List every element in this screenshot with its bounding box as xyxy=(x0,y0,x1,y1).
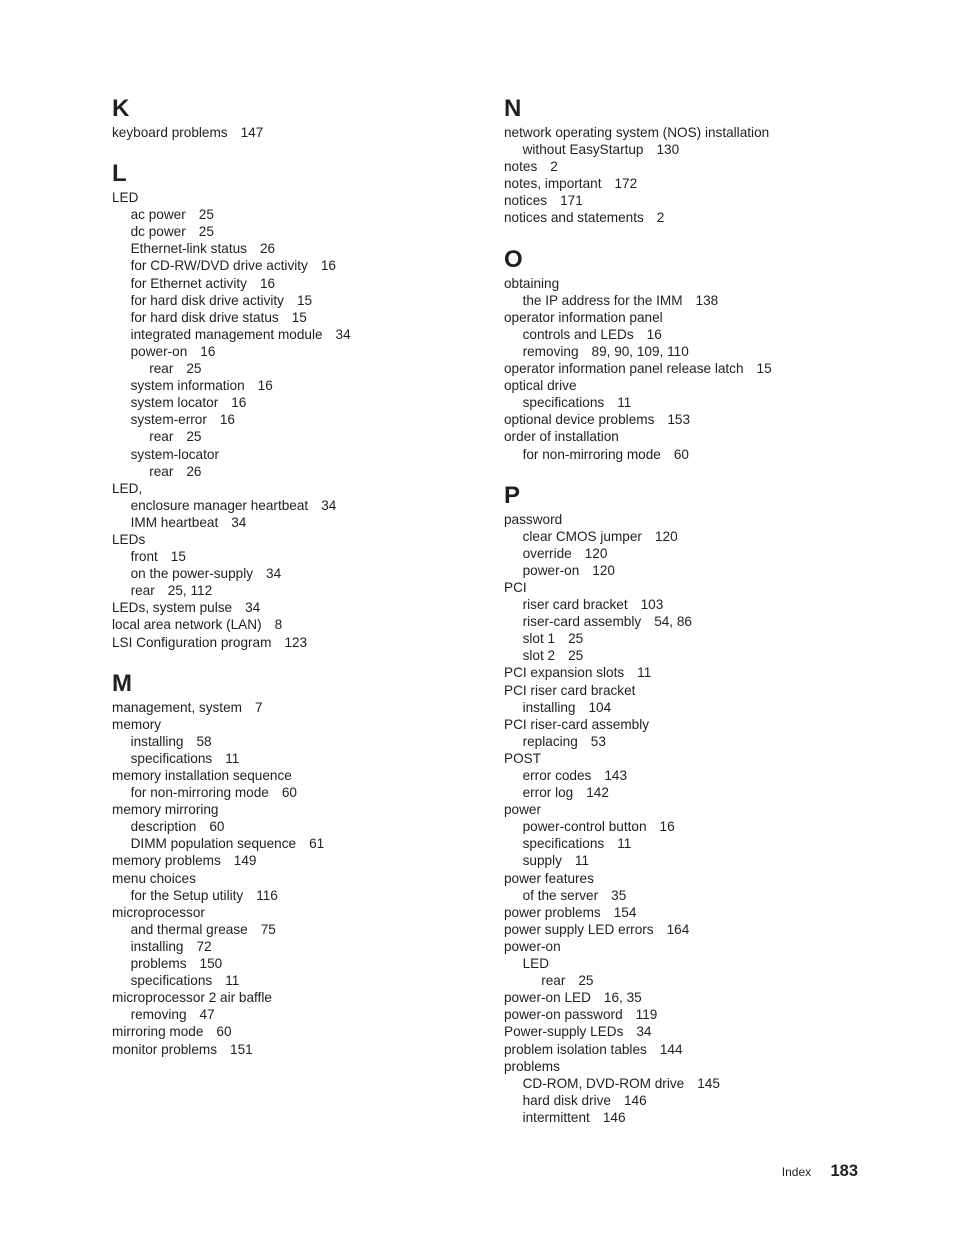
entry-term: rear xyxy=(149,361,174,377)
section-letter: O xyxy=(504,245,523,273)
index-entry xyxy=(504,818,834,835)
index-entry xyxy=(112,938,472,955)
index-entry xyxy=(504,158,834,175)
entry-page-ref[interactable]: 16 xyxy=(659,819,675,835)
entry-term: PCI riser card bracket xyxy=(504,682,636,698)
index-entry xyxy=(112,394,472,411)
entry-page-ref[interactable]: 47 xyxy=(199,1007,215,1023)
entry-term: replacing xyxy=(522,733,578,749)
entry-term: monitor problems xyxy=(112,1041,218,1057)
entry-term: slot 2 xyxy=(522,648,556,664)
entry-term: LSI Configuration program xyxy=(112,634,272,650)
entry-page-ref[interactable]: 60 xyxy=(209,819,225,835)
entry-term: power-on LED xyxy=(504,990,591,1006)
entry-term: optional device problems xyxy=(504,412,655,428)
entry-term: microprocessor 2 air baffle xyxy=(112,990,272,1006)
entry-page-ref[interactable]: 25, 112 xyxy=(167,583,213,599)
index-entry xyxy=(504,613,834,630)
index-entry xyxy=(504,699,834,716)
entry-term: system locator xyxy=(130,395,219,411)
index-entry xyxy=(504,664,834,681)
entry-term: for non-mirroring mode xyxy=(130,785,269,801)
index-entry xyxy=(504,887,834,904)
entry-term: power-on password xyxy=(504,1007,623,1023)
entry-term: power-on xyxy=(504,938,561,954)
entry-page-ref[interactable]: 25 xyxy=(568,648,584,664)
index-section xyxy=(112,669,472,1058)
index-entry xyxy=(112,835,472,852)
entry-term: supply xyxy=(522,853,562,869)
entry-term: front xyxy=(130,549,158,565)
index-entry xyxy=(112,275,472,292)
index-section xyxy=(504,245,834,463)
entry-term: for hard disk drive status xyxy=(130,309,279,325)
entry-term: microprocessor xyxy=(112,904,205,920)
entry-term: DIMM population sequence xyxy=(130,836,297,852)
entry-term: operator information panel xyxy=(504,309,663,325)
entry-page-ref[interactable]: 149 xyxy=(233,853,257,869)
entry-page-ref[interactable]: 34 xyxy=(266,566,282,582)
index-entry xyxy=(504,784,834,801)
entry-term: specifications xyxy=(130,973,213,989)
index-entry xyxy=(504,275,834,292)
entry-page-ref[interactable]: 16 xyxy=(257,378,273,394)
entry-term: operator information panel release latch xyxy=(504,361,744,377)
entry-term: obtaining xyxy=(504,275,560,291)
entry-page-ref[interactable]: 171 xyxy=(560,193,583,209)
entry-term: dc power xyxy=(130,224,186,240)
entry-page-ref[interactable]: 116 xyxy=(256,887,278,903)
entry-page-ref[interactable]: 151 xyxy=(230,1041,253,1057)
index-section xyxy=(504,94,834,227)
entry-term: LED, xyxy=(112,480,143,496)
entry-term: menu choices xyxy=(112,870,196,886)
entry-page-ref[interactable]: 25 xyxy=(568,631,584,647)
index-entry xyxy=(112,699,472,716)
index-entry xyxy=(504,326,834,343)
entry-term: management, system xyxy=(112,699,242,715)
entry-term: power xyxy=(504,802,542,818)
entry-term: optical drive xyxy=(504,378,577,394)
section-letter: M xyxy=(112,669,132,697)
index-entry xyxy=(112,206,472,223)
entry-term: PCI riser-card assembly xyxy=(504,716,650,732)
index-entry xyxy=(504,292,834,309)
entry-page-ref[interactable]: 15 xyxy=(291,309,307,325)
index-entry xyxy=(112,989,472,1006)
entry-page-ref[interactable]: 16 xyxy=(219,412,235,428)
entry-term: notes, important xyxy=(504,176,602,192)
index-entry xyxy=(112,716,472,733)
entry-page-ref[interactable]: 123 xyxy=(284,634,308,650)
entry-page-ref[interactable]: 25 xyxy=(198,224,214,240)
entry-page-ref[interactable]: 34 xyxy=(231,514,247,530)
entry-term: integrated management module xyxy=(130,326,323,342)
page-footer xyxy=(782,1160,858,1183)
index-entry xyxy=(504,411,834,428)
entry-term: for hard disk drive activity xyxy=(130,292,284,308)
entry-page-ref[interactable]: 34 xyxy=(636,1024,652,1040)
entry-term: slot 1 xyxy=(522,631,556,647)
entry-term: mirroring mode xyxy=(112,1024,204,1040)
entry-term: for non-mirroring mode xyxy=(522,446,661,462)
index-entry xyxy=(504,989,834,1006)
entry-page-ref[interactable]: 26 xyxy=(186,463,202,479)
entry-term: rear xyxy=(149,463,174,479)
index-entry xyxy=(112,887,472,904)
entry-page-ref[interactable]: 89, 90, 109, 110 xyxy=(591,343,689,359)
entry-page-ref[interactable]: 16 xyxy=(320,258,336,274)
entry-term: power problems xyxy=(504,904,601,920)
index-entry xyxy=(112,497,472,514)
section-letter: N xyxy=(504,95,522,122)
index-entry xyxy=(504,955,834,972)
index-entry xyxy=(504,209,834,226)
entry-page-ref[interactable]: 2 xyxy=(656,210,665,226)
entry-term: riser card bracket xyxy=(522,597,628,613)
entry-page-ref[interactable]: 16 xyxy=(200,343,216,359)
entry-term: notes xyxy=(504,159,538,175)
index-entry xyxy=(112,801,472,818)
entry-page-ref[interactable]: 34 xyxy=(335,326,351,342)
entry-term: problems xyxy=(130,956,187,972)
entry-page-ref[interactable]: 120 xyxy=(592,562,615,578)
entry-term: error codes xyxy=(522,768,592,783)
entry-term: problem isolation tables xyxy=(504,1041,647,1057)
entry-term: specifications xyxy=(522,395,605,411)
entry-term: and thermal grease xyxy=(130,921,248,937)
entry-page-ref[interactable]: 58 xyxy=(196,733,212,749)
entry-term: riser-card assembly xyxy=(522,614,642,630)
index-entry xyxy=(504,1075,834,1092)
entry-term: rear xyxy=(130,583,155,599)
index-entry xyxy=(112,1041,472,1058)
entry-term: for the Setup utility xyxy=(130,887,244,903)
index-entry xyxy=(504,733,834,750)
entry-term: order of installation xyxy=(504,429,619,445)
index-entry xyxy=(112,921,472,938)
section-letter: L xyxy=(112,160,127,188)
entry-term: for Ethernet activity xyxy=(130,275,247,291)
entry-page-ref[interactable]: 130 xyxy=(656,142,680,158)
index-entry xyxy=(112,360,472,377)
entry-term: PCI xyxy=(504,579,527,595)
index-column-left xyxy=(112,94,472,1058)
entry-page-ref[interactable]: 15 xyxy=(756,361,772,377)
entry-term: PCI expansion slots xyxy=(504,665,625,681)
entry-term: rear xyxy=(541,973,566,989)
entry-page-ref[interactable]: 164 xyxy=(666,921,690,937)
index-entry xyxy=(504,647,834,664)
entry-page-ref[interactable]: 144 xyxy=(659,1041,683,1057)
index-entry xyxy=(112,582,472,599)
index-entry xyxy=(504,562,834,579)
entry-term: power supply LED errors xyxy=(504,921,654,937)
index-entry xyxy=(504,596,834,613)
footer-section-label: Index xyxy=(781,1165,812,1179)
index-entry xyxy=(504,141,834,158)
index-entry xyxy=(504,682,834,699)
entry-page-ref[interactable]: 25 xyxy=(186,429,202,445)
index-entry xyxy=(112,411,472,428)
entry-term: error log xyxy=(522,785,574,801)
entry-term: installing xyxy=(130,733,184,749)
entry-term: power features xyxy=(504,870,594,886)
entry-term: notices and statements xyxy=(504,210,644,226)
index-entry xyxy=(504,921,834,938)
index-section xyxy=(112,94,472,141)
entry-term: removing xyxy=(130,1007,187,1023)
entry-term: of the server xyxy=(522,887,599,903)
entry-page-ref[interactable]: 146 xyxy=(602,1109,626,1125)
index-entry xyxy=(504,579,834,596)
entry-term: ac power xyxy=(130,207,186,223)
index-entry xyxy=(112,784,472,801)
index-entry xyxy=(112,852,472,869)
entry-page-ref[interactable]: 103 xyxy=(640,597,664,613)
entry-term: memory mirroring xyxy=(112,802,219,818)
entry-page-ref[interactable]: 7 xyxy=(254,699,263,715)
entry-term: system information xyxy=(130,378,245,394)
entry-page-ref[interactable]: 11 xyxy=(617,836,632,852)
index-entry xyxy=(112,565,472,582)
entry-term: power-on xyxy=(130,343,188,359)
entry-term: problems xyxy=(504,1058,560,1074)
entry-page-ref[interactable]: 35 xyxy=(611,887,627,903)
index-entry xyxy=(112,767,472,784)
entry-term: POST xyxy=(504,750,542,766)
index-entry xyxy=(112,514,472,531)
entry-term: local area network (LAN) xyxy=(112,617,262,633)
entry-page-ref[interactable]: 72 xyxy=(196,938,212,954)
entry-term: keyboard problems xyxy=(112,125,228,140)
entry-page-ref[interactable]: 150 xyxy=(199,956,223,972)
entry-page-ref[interactable]: 143 xyxy=(604,768,628,783)
index-entry xyxy=(112,548,472,565)
entry-page-ref[interactable]: 15 xyxy=(296,292,313,308)
entry-page-ref[interactable]: 11 xyxy=(574,853,590,869)
index-entry xyxy=(504,1092,834,1109)
index-entry xyxy=(112,326,472,343)
index-entry xyxy=(504,1058,834,1075)
index-entry xyxy=(112,463,472,480)
index-entry xyxy=(504,175,834,192)
index-entry xyxy=(112,634,472,651)
entry-page-ref[interactable]: 2 xyxy=(550,159,558,175)
index-entry xyxy=(504,192,834,209)
entry-page-ref[interactable]: 119 xyxy=(635,1007,658,1023)
entry-page-ref[interactable]: 16 xyxy=(646,326,662,342)
index-entry xyxy=(504,343,834,360)
entry-term: Ethernet-link status xyxy=(130,241,247,257)
entry-page-ref[interactable]: 54, 86 xyxy=(654,614,692,630)
entry-term: clear CMOS jumper xyxy=(522,528,642,544)
entry-term: memory xyxy=(112,716,162,732)
entry-page-ref[interactable]: 75 xyxy=(260,921,276,937)
index-entry xyxy=(112,377,472,394)
entry-term: LED xyxy=(522,956,550,972)
entry-page-ref[interactable]: 11 xyxy=(225,750,240,766)
entry-term: hard disk drive xyxy=(522,1092,611,1108)
index-entry xyxy=(112,818,472,835)
entry-page-ref[interactable]: 11 xyxy=(225,973,240,989)
index-entry xyxy=(504,835,834,852)
entry-term: controls and LEDs xyxy=(522,326,634,342)
entry-term: specifications xyxy=(130,750,213,766)
entry-term: notices xyxy=(504,193,548,209)
index-entry xyxy=(112,616,472,633)
index-entry xyxy=(504,428,834,445)
page-number: 183 xyxy=(830,1162,858,1180)
index-entry xyxy=(112,955,472,972)
index-entry xyxy=(504,852,834,869)
entry-term: Power-supply LEDs xyxy=(504,1024,624,1040)
entry-page-ref[interactable]: 153 xyxy=(667,412,691,428)
entry-term: specifications xyxy=(522,836,605,852)
entry-term: enclosure manager heartbeat xyxy=(130,497,309,513)
index-entry xyxy=(504,750,834,767)
entry-page-ref[interactable]: 142 xyxy=(586,785,609,801)
entry-term: power-on xyxy=(522,562,580,578)
index-entry xyxy=(504,124,834,141)
entry-page-ref[interactable]: 154 xyxy=(613,904,637,920)
index-entry xyxy=(112,972,472,989)
index-entry xyxy=(504,377,834,394)
entry-term: removing xyxy=(522,343,579,359)
index-entry xyxy=(504,630,834,647)
index-entry xyxy=(504,767,834,784)
index-entry xyxy=(112,531,472,548)
entry-page-ref[interactable]: 25 xyxy=(578,973,594,989)
entry-page-ref[interactable]: 146 xyxy=(624,1092,647,1108)
entry-term: without EasyStartup xyxy=(522,142,644,158)
entry-page-ref[interactable]: 120 xyxy=(654,528,678,544)
index-entry xyxy=(112,428,472,445)
entry-term: intermittent xyxy=(522,1109,590,1125)
entry-page-ref[interactable]: 61 xyxy=(309,836,325,852)
index-entry xyxy=(112,189,472,206)
index-entry xyxy=(112,446,472,463)
entry-page-ref[interactable]: 26 xyxy=(259,241,276,257)
index-entry xyxy=(504,801,834,818)
entry-page-ref[interactable]: 138 xyxy=(695,292,719,308)
entry-page-ref[interactable]: 16, 35 xyxy=(603,990,642,1006)
entry-page-ref[interactable]: 60 xyxy=(673,446,689,462)
entry-page-ref[interactable]: 34 xyxy=(245,600,261,616)
section-letter: P xyxy=(504,481,521,509)
entry-term: for CD-RW/DVD drive activity xyxy=(130,258,308,274)
entry-term: override xyxy=(522,545,572,561)
index-entry xyxy=(504,1006,834,1023)
index-column-right xyxy=(504,94,834,1126)
entry-term: CD-ROM, DVD-ROM drive xyxy=(522,1075,685,1091)
index-entry xyxy=(112,599,472,616)
index-section xyxy=(504,481,834,1126)
index-entry xyxy=(112,223,472,240)
index-entry xyxy=(504,972,834,989)
index-entry xyxy=(112,733,472,750)
index-entry xyxy=(112,257,472,274)
entry-page-ref[interactable]: 104 xyxy=(588,699,612,715)
entry-page-ref[interactable]: 172 xyxy=(614,176,638,192)
index-entry xyxy=(112,870,472,887)
entry-term: IMM heartbeat xyxy=(130,514,219,530)
entry-term: LEDs xyxy=(112,531,146,547)
entry-page-ref[interactable]: 25 xyxy=(198,207,214,223)
entry-term: installing xyxy=(522,699,576,715)
index-entry xyxy=(112,343,472,360)
entry-term: system-locator xyxy=(130,446,219,462)
index-entry xyxy=(504,1109,834,1126)
index-entry xyxy=(504,309,834,326)
index-entry xyxy=(112,240,472,257)
index-entry xyxy=(504,904,834,921)
index-entry xyxy=(112,750,472,767)
index-entry xyxy=(504,360,834,377)
entry-page-ref[interactable]: 145 xyxy=(697,1075,720,1091)
index-entry xyxy=(504,938,834,955)
entry-page-ref[interactable]: 25 xyxy=(186,361,202,377)
entry-term: power-control button xyxy=(522,819,647,835)
entry-term: network operating system (NOS) installation xyxy=(504,125,770,140)
entry-page-ref[interactable]: 120 xyxy=(584,545,608,561)
index-entry xyxy=(504,870,834,887)
entry-page-ref[interactable]: 11 xyxy=(617,395,632,411)
section-letter: K xyxy=(112,95,130,122)
entry-term: memory problems xyxy=(112,853,221,869)
entry-page-ref[interactable]: 60 xyxy=(281,785,297,801)
index-entry xyxy=(112,480,472,497)
index-entry xyxy=(504,394,834,411)
entry-term: description xyxy=(130,819,197,835)
index-entry xyxy=(504,545,834,562)
index-entry xyxy=(112,1006,472,1023)
entry-term: LED xyxy=(112,190,139,206)
entry-page-ref[interactable]: 16 xyxy=(259,275,276,291)
index-entry xyxy=(504,716,834,733)
entry-page-ref[interactable]: 34 xyxy=(321,497,337,513)
index-entry xyxy=(112,904,472,921)
index-entry xyxy=(504,528,834,545)
entry-term: LEDs, system pulse xyxy=(112,600,233,616)
entry-page-ref[interactable]: 53 xyxy=(590,733,606,749)
entry-page-ref[interactable]: 60 xyxy=(216,1024,232,1040)
entry-page-ref[interactable]: 15 xyxy=(170,549,186,565)
index-entry xyxy=(112,1023,472,1040)
index-entry xyxy=(112,309,472,326)
entry-page-ref[interactable]: 147 xyxy=(240,125,264,140)
index-entry xyxy=(504,511,834,528)
entry-term: on the power-supply xyxy=(130,566,254,582)
entry-term: rear xyxy=(149,429,174,445)
entry-term: memory installation sequence xyxy=(112,768,292,783)
index-entry xyxy=(504,1023,834,1040)
entry-page-ref[interactable]: 16 xyxy=(231,395,247,411)
entry-term: installing xyxy=(130,938,184,954)
entry-term: system-error xyxy=(130,412,207,428)
index-entry xyxy=(112,292,472,309)
entry-page-ref[interactable]: 11 xyxy=(637,665,652,681)
entry-term: the IP address for the IMM xyxy=(522,292,683,308)
entry-term: password xyxy=(504,511,563,527)
entry-page-ref[interactable]: 8 xyxy=(274,617,283,633)
index-entry xyxy=(504,1041,834,1058)
index-section xyxy=(112,159,472,651)
index-entry xyxy=(504,446,834,463)
index-entry xyxy=(112,124,472,141)
